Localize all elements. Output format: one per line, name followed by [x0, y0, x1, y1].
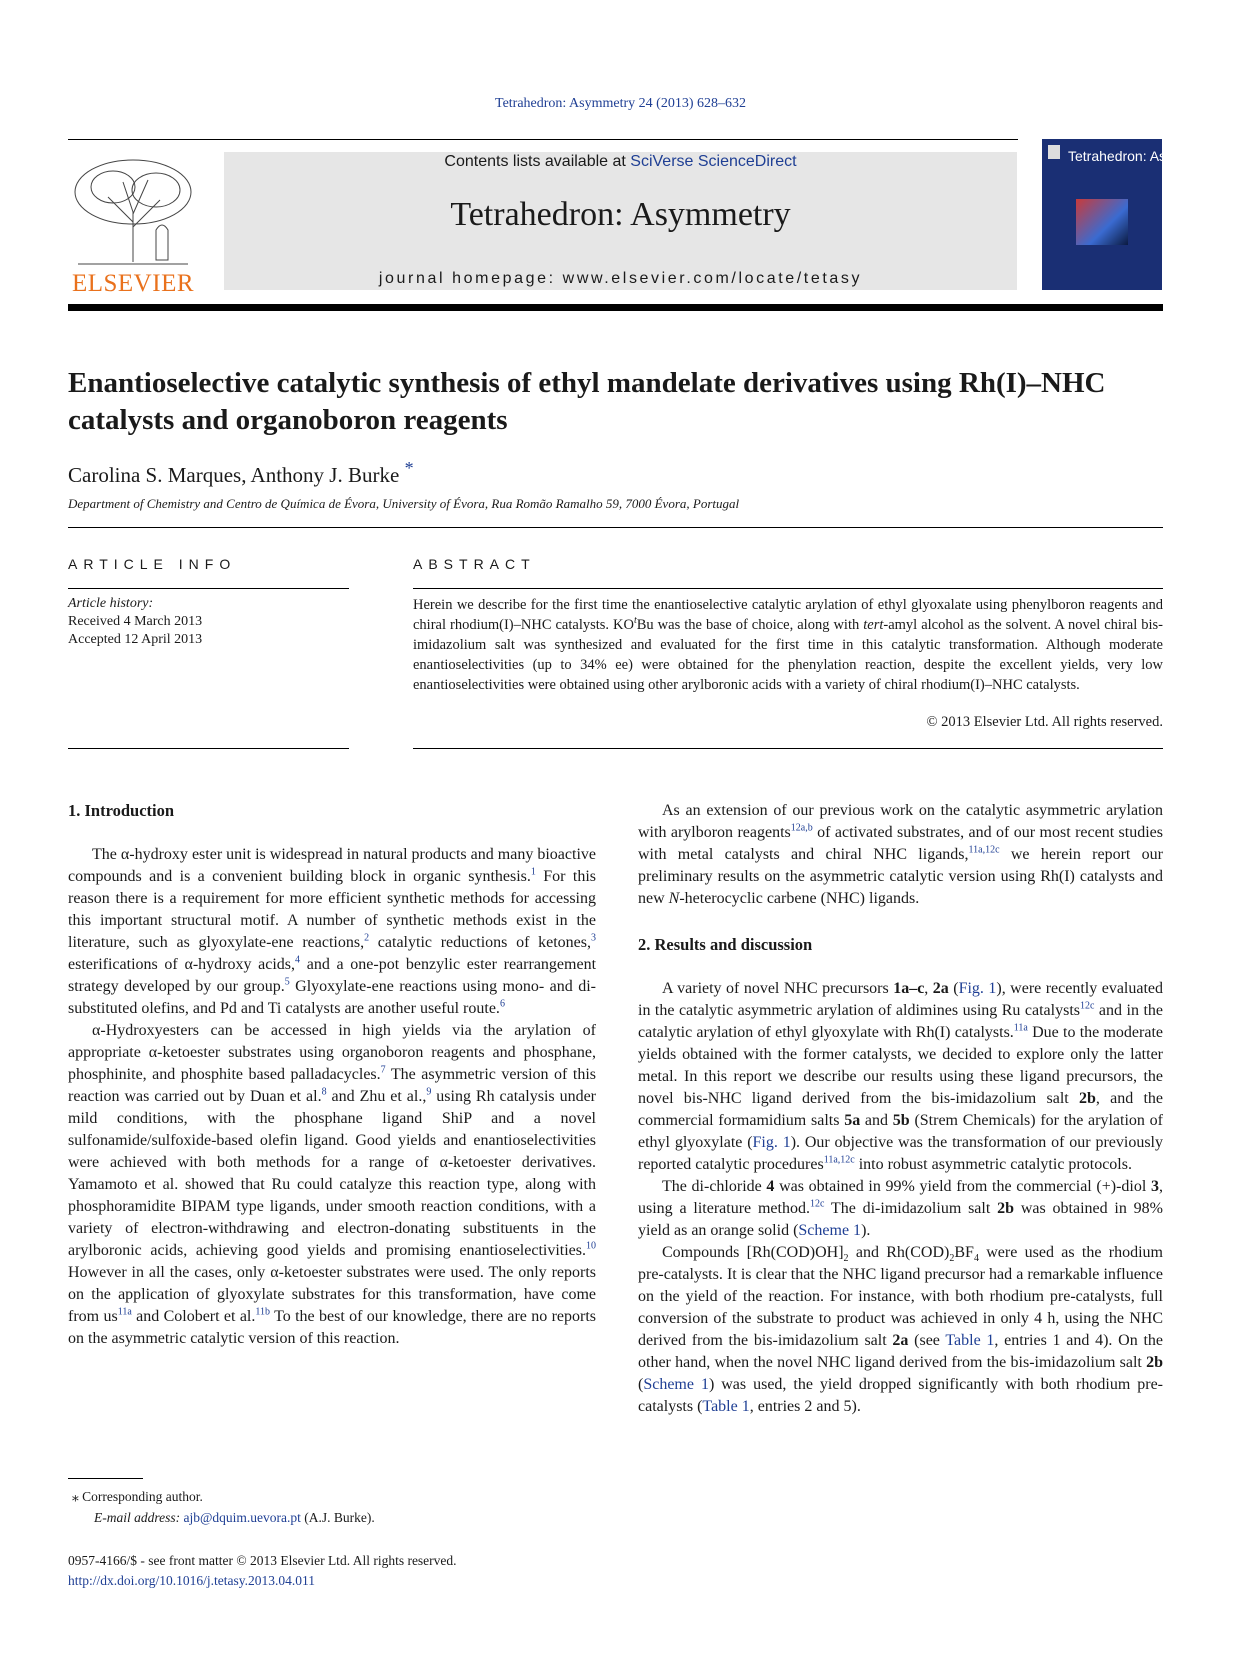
authors: Carolina S. Marques, Anthony J. Burke *	[68, 458, 414, 487]
article-history	[68, 595, 202, 649]
journal-citation: Tetrahedron: Asymmetry 24 (2013) 628–632	[495, 96, 746, 111]
journal-homepage[interactable]: journal homepage: www.elsevier.com/locate/tetasy	[378, 270, 863, 287]
sciencedirect-link[interactable]: SciVerse ScienceDirect	[630, 153, 797, 170]
publisher-logo-text: ELSEVIER	[71, 270, 195, 297]
article-title: Enantioselective catalytic synthesis of ethyl mandelate derivatives using Rh(I)–NHC catalysts and organoboron reagents	[68, 367, 1106, 436]
abstract-text: Herein we describe for the first time the enantioselective catalytic arylation of ethyl glyoxalate using phenylboron reagents and chiral rhodium(I)–NHC catalysts. $KO^tBu$ was the base of choice, along with tert-amyl alcohol as the solvent. A novel chiral bis-imidazolium salt was synthesized and evaluated for the first time in this catalytic transformation. Although moderate enantioselectivities (up to 34% ee) were obtained for the phenylation reaction, despite the excellent yields, very low enantioselectivities were obtained using other arylboronic acids with a variety of chiral rhodium(I)–NHC catalysts.	[413, 597, 1163, 693]
article-info-bottom-rule	[68, 748, 349, 749]
corresponding-footnote: ⁎ Corresponding author.	[72, 1489, 203, 1504]
journal-name: Tetrahedron: Asymmetry	[450, 196, 791, 233]
right-column	[638, 800, 1163, 1418]
corresponding-author-mark[interactable]: *	[404, 458, 414, 478]
email-link[interactable]: ajb@dquim.uevora.pt	[183, 1510, 301, 1525]
title-rule	[68, 527, 1163, 528]
intro-paragraph-3: As an extension of our previous work on the catalytic asymmetric arylation with arylboron reagents$^{12a,b}$ of activated substrates, and of our most recent studies with metal catalysts and chiral NHC ligands,$^{11a,12c}$ we herein report our preliminary results on the asymmetric catalytic version using Rh(I) catalysts and new N-heterocyclic carbene (NHC) ligands.	[638, 802, 1163, 907]
results-paragraph-3: Compounds $[Rh(COD)OH]_2$ and $Rh(COD)_2BF_4$ were used as the rhodium pre-catalysts. It is clear that the NHC ligand precursor had a remarkable influence on the yield of the reaction. For instance, with both rhodium pre-catalysts, full conversion of the substrate to product was achieved in only 4 h, using the NHC derived from the bis-imidazolium salt 2a (see Table 1, entries 1 and 4). On the other hand, when the novel NHC ligand derived from the bis-imidazolium salt 2b (Scheme 1) was used, the yield dropped significantly with both rhodium pre-catalysts (Table 1, entries 2 and 5).	[638, 1244, 1164, 1415]
left-column	[68, 800, 596, 1350]
header-thick-rule	[68, 304, 1163, 311]
issn-line: 0957-4166/$ - see front matter © 2013 Elsevier Ltd. All rights reserved.	[68, 1553, 457, 1568]
abstract-heading: ABSTRACT	[413, 556, 536, 572]
abstract-rule	[413, 588, 1163, 589]
footnote-rule	[68, 1478, 143, 1479]
doi-link[interactable]: http://dx.doi.org/10.1016/j.tetasy.2013.04.011	[68, 1573, 315, 1588]
results-paragraph-1: A variety of novel NHC precursors 1a–c, 2a (Fig. 1), were recently evaluated in the catalytic asymmetric arylation of aldimines using Ru catalysts$^{12c}$ and in the catalytic arylation of ethyl glyoxylate with Rh(I) catalysts.$^{11a}$ Due to the moderate yields obtained with the former catalysts, we decided to explore only the latter metal. In this report we describe our results using these ligand precursors, the novel bis-NHC ligand derived from the bis-imidazolium salt 2b, and the commercial formamidium salts 5a and 5b (Strem Chemicals) for the arylation of ethyl glyoxylate (Fig. 1). Our objective was the transformation of our previously reported catalytic procedures$^{11a,12c}$ into robust asymmetric catalytic protocols.	[638, 980, 1164, 1173]
email-footnote: E-mail address: ajb@dquim.uevora.pt (A.J. Burke).	[94, 1510, 375, 1525]
affiliation: Department of Chemistry and Centro de Química de Évora, University of Évora, Rua Romão Ramalho 59, 7000 Évora, Portugal	[68, 496, 740, 511]
results-paragraph-2: The di-chloride 4 was obtained in 99% yield from the commercial (+)-diol 3, using a literature method.$^{12c}$ The di-imidazolium salt 2b was obtained in 98% yield as an orange solid (Scheme 1).	[638, 1178, 1164, 1239]
abstract-bottom-rule	[413, 748, 1163, 749]
article-info-heading: ARTICLE INFO	[68, 556, 237, 572]
header-rule	[68, 139, 1018, 140]
intro-heading: 1. Introduction	[68, 801, 175, 820]
contents-line: Contents lists available at SciVerse ScienceDirect	[444, 153, 797, 170]
results-heading: 2. Results and discussion	[638, 935, 813, 954]
intro-paragraph-1: The α-hydroxy ester unit is widespread in natural products and many bioactive compounds and is a convenient building block in organic synthesis.$^1$ For this reason there is a requirement for more efficient synthetic methods for accessing this important structural motif. A number of synthetic methods exist in the literature, such as glyoxylate-ene reactions,$^2$ catalytic reductions of ketones,$^3$ esterifications of α-hydroxy acids,$^4$ and a one-pot benzylic ester rearrangement strategy developed by our group.$^5$ Glyoxylate-ene reactions using mono- and di-substituted olefins, and Pd and Ti catalysts are another useful route.$^6$	[68, 846, 597, 1017]
history-label: Article history:	[68, 596, 154, 611]
received-date: Received 4 March 2013	[68, 614, 203, 629]
article-info-rule	[68, 588, 349, 589]
accepted-date: Accepted 12 April 2013	[68, 632, 203, 647]
cover-title: Tetrahedron: Asymmetry	[1068, 148, 1220, 164]
abstract-copyright: © 2013 Elsevier Ltd. All rights reserved.	[926, 714, 1163, 730]
intro-paragraph-2: α-Hydroxyesters can be accessed in high yields via the arylation of appropriate α-ketoester substrates using organoboron reagents and phosphane, phosphinite, and phosphite based palladacycles.$^7$ The asymmetric version of this reaction was carried out by Duan et al.$^8$ and Zhu et al.,$^9$ using Rh catalysis under mild conditions, with the phosphane ligand ShiP and a novel sulfonamide/sulfoxide-based olefin ligand. Good yields and enantioselectivities were achieved with both methods for a range of α-ketoester derivatives. Yamamoto et al. showed that Ru could catalyze this reaction type, along with phosphoramidite BIPAM type ligands, under smooth reaction conditions, with a variety of electron-withdrawing and electron-donating substituents in the arylboronic acids, achieving good yields and promising enantioselectivities.$^{10}$ However in all the cases, only α-ketoester substrates were used. The only reports on the application of glyoxylate substrates for this transformation, have come from $us^{11a}$ and Colobert et al.$^{11b}$ To the best of our knowledge, there are no reports on the asymmetric catalytic version of this reaction.	[68, 1022, 597, 1347]
